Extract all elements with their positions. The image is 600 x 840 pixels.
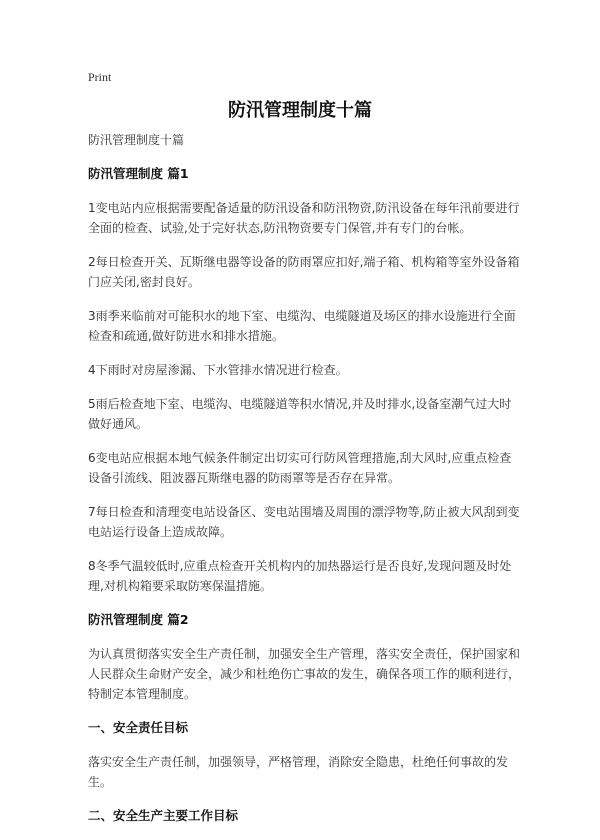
subsection-heading-1: 一、安全责任目标 — [88, 720, 189, 735]
print-label: Print — [88, 70, 112, 84]
page-title: 防汛管理制度十篇 — [228, 100, 372, 121]
section-heading-1: 防汛管理制度 篇1 — [88, 166, 189, 181]
paragraph: 6变电站应根据本地气候条件制定出切实可行防风管理措施,刮大风时,应重点检查设备引流线、阻波器瓦斯继电器的防雨罩等是否存在异常。 — [88, 451, 512, 485]
document-body — [88, 130, 520, 840]
document-subtitle: 防汛管理制度十篇 — [88, 133, 185, 147]
paragraph: 5雨后检查地下室、电缆沟、电缆隧道等积水情况,并及时排水,设备室潮气过大时做好通风。 — [88, 397, 512, 431]
section-heading-2: 防汛管理制度 篇2 — [88, 612, 189, 627]
paragraph: 1变电站内应根据需要配备适量的防汛设备和防汛物资,防汛设备在每年汛前要进行全面的检查、试验,处于完好状态,防汛物资要专门保管,并有专门的台帐。 — [88, 201, 520, 235]
paragraph: 2每日检查开关、瓦斯继电器等设备的防雨罩应扣好,端子箱、机构箱等室外设备箱门应关闭,密封良好。 — [88, 255, 520, 289]
section-intro: 为认真贯彻落实安全生产责任制，加强安全生产管理，落实安全责任，保护国家和人民群众生命财产安全，减少和杜绝伤亡事故的发生，确保各项工作的顺利进行，特制定本管理制度。 — [88, 647, 521, 701]
paragraph: 4下雨时对房屋渗漏、下水管排水情况进行检查。 — [88, 363, 348, 377]
paragraph: 7每日检查和清理变电站设备区、变电站围墙及周围的漂浮物等,防止被大风刮到变电站运行设备上造成故障。 — [88, 505, 520, 539]
paragraph: 3雨季来临前对可能积水的地下室、电缆沟、电缆隧道及场区的排水设施进行全面检查和疏通,做好防进水和排水措施。 — [88, 309, 516, 343]
subsection-text-1: 落实安全生产责任制，加强领导，严格管理，消除安全隐患，杜绝任何事故的发生。 — [88, 755, 509, 789]
subsection-heading-2: 二、安全生产主要工作目标 — [88, 808, 239, 823]
paragraph: 8冬季气温较低时,应重点检查开关机构内的加热器运行是否良好,发现问题及时处理,对机构箱要采取防寒保温措施。 — [88, 559, 512, 593]
